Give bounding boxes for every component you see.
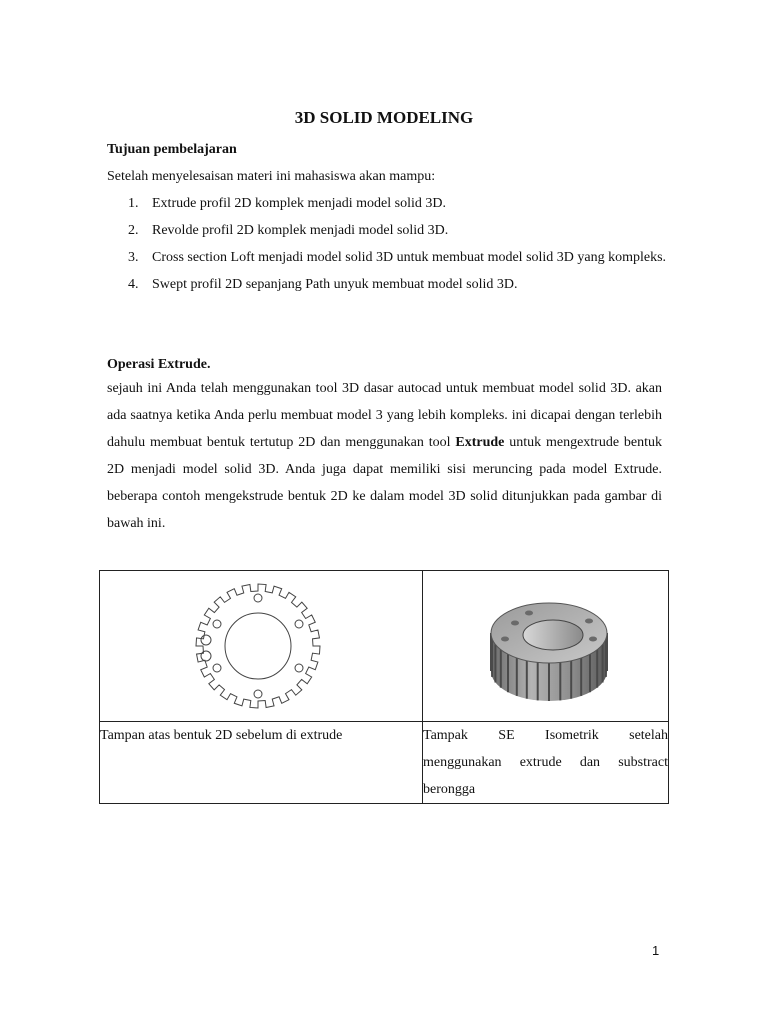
- figure-3d-model-cell: [423, 571, 669, 722]
- list-item: 1. Extrude profil 2D komplek menjadi model solid 3D.: [128, 196, 446, 211]
- figure-2d-profile-cell: [100, 571, 423, 722]
- extrude-keyword: Extrude: [455, 435, 505, 450]
- objectives-list: [128, 190, 672, 298]
- gear-3d-model-image: [479, 591, 619, 711]
- list-item: 4. Swept profil 2D sepanjang Path unyuk membuat model solid 3D.: [128, 277, 518, 292]
- caption-right: Tampak SE Isometrik setelah menggunakan extrude dan substract berongga: [423, 722, 669, 804]
- list-item: 2. Revolde profil 2D komplek menjadi model solid 3D.: [128, 223, 449, 238]
- extrude-heading: Operasi Extrude.: [107, 357, 211, 372]
- caption-left: Tampan atas bentuk 2D sebelum di extrude: [100, 722, 423, 804]
- extrude-paragraph: sejauh ini Anda telah menggunakan tool 3D dasar autocad untuk membuat model solid 3D. akan ada saatnya ketika Anda perlu membuat model 3 yang lebih kompleks. ini dicapai dengan terlebih dahulu membuat bentuk tertutup 2D dan menggunakan tool Extrude untuk mengextrude bentuk 2D menjadi model solid 3D. Anda juga dapat memiliki sisi meruncing pada model Extrude. beberapa contoh mengekstrude bentuk 2D ke dalam model 3D solid ditunjukkan pada gambar di bawah ini.: [107, 381, 663, 531]
- objectives-heading: Tujuan pembelajaran: [107, 142, 237, 157]
- objectives-intro: Setelah menyelesaisan materi ini mahasiswa akan mampu:: [107, 169, 436, 184]
- list-item: 3. Cross section Loft menjadi model solid 3D untuk membuat model solid 3D yang kompleks.: [128, 250, 667, 265]
- page-title: 3D SOLID MODELING: [294, 108, 474, 127]
- figure-table: [99, 570, 669, 804]
- page-number: 1: [652, 943, 660, 958]
- gear-2d-outline-image: [192, 571, 332, 721]
